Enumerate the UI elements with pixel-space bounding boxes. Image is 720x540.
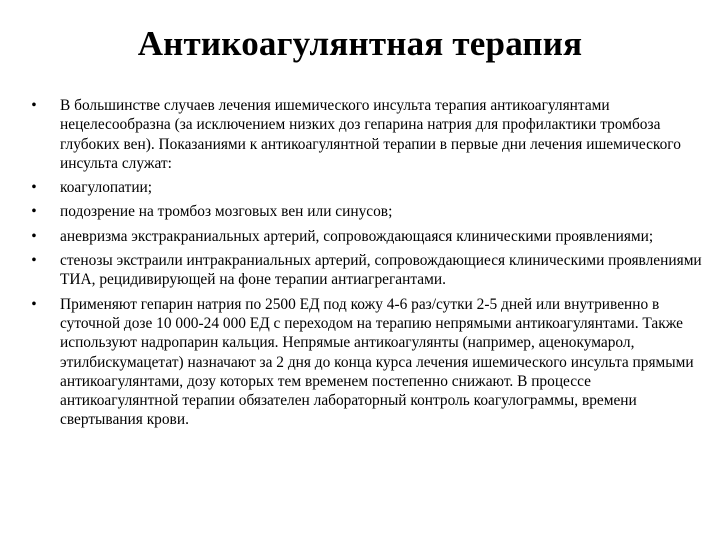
- bullet-item-dosage: [24, 295, 708, 430]
- bullet-icon: •: [31, 179, 37, 197]
- bullet-item-stenosis: [24, 251, 708, 290]
- bullet-text: подозрение на тромбоз мозговых вен или синусов;: [60, 203, 393, 221]
- bullet-list: [24, 96, 708, 435]
- bullet-item-coagulopathy: [24, 178, 708, 197]
- bullet-text: стенозы экстраили интракраниальных артерий, сопровождающиеся клиническими проявлениями ТИА, рецидивирующей на фоне терапии антиагрегантами.: [60, 252, 702, 289]
- bullet-text: коагулопатии;: [60, 179, 153, 197]
- slide-title: Антикоагулянтная терапия: [137, 24, 583, 63]
- bullet-icon: •: [31, 97, 37, 114]
- bullet-text: В большинстве случаев лечения ишемического инсульта терапия антикоагулянтами нецелесообразна (за исключением низких доз гепарина натрия для профилактики тромбоза глубоких вен). Показаниями к антикоагулянтной терапии в первые дни лечения ишемического инсульта служат:: [60, 97, 681, 172]
- bullet-text: Применяют гепарин натрия по 2500 ЕД под кожу 4-6 раз/сутки 2-5 дней или внутривенно в суточной дозе 10 000-24 000 ЕД с переходом на терапию непрямыми антикоагулянтами. Также используют надропарин кальция. Непрямые антикоагулянты (например, аценокумарол, этилбискумацетат) назначают за 2 дня до конца курса лечения ишемического инсульта прямыми антикоагулянтами, дозу которых тем временем постепенно снижают. В процессе антикоагулянтной терапии обязателен лабораторный контроль коагулограммы, времени свертывания крови.: [60, 295, 694, 429]
- bullet-icon: •: [31, 227, 37, 245]
- bullet-icon: •: [31, 203, 37, 221]
- bullet-item-intro: [24, 96, 708, 173]
- bullet-item-aneurysm: [24, 227, 708, 246]
- bullet-icon: •: [31, 252, 37, 270]
- bullet-item-thrombosis: [24, 202, 708, 221]
- bullet-icon: •: [31, 295, 37, 313]
- bullet-text: аневризма экстракраниальных артерий, сопровождающаяся клиническими проявлениями;: [60, 227, 654, 245]
